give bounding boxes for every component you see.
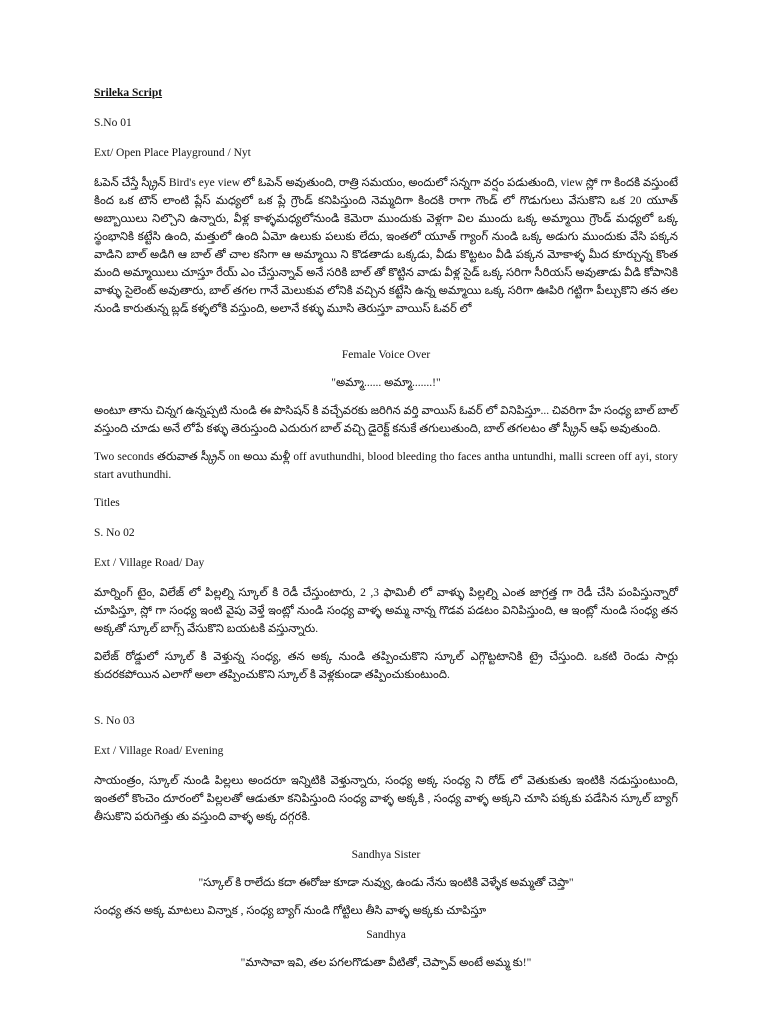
scene-number: S. No 02: [94, 527, 135, 539]
scene-location: Ext / Village Road/ Evening: [94, 745, 224, 757]
dialogue-speaker: Sandhya Sister: [351, 849, 421, 861]
document-title: Srileka Script: [94, 87, 163, 99]
scene-number: S.No 01: [94, 117, 132, 129]
scene-location: Ext / Village Road/ Day: [94, 557, 205, 569]
dialogue-line: "స్కూల్ కి రాలేదు కదా ఈరోజు కూడా నువ్వు, ఉండు నేను ఇంటికి వెళ్ళేక అమ్మతో చెప్తా": [198, 877, 574, 889]
scene-location: Ext/ Open Place Playground / Nyt: [94, 147, 251, 159]
scene-number: S. No 03: [94, 715, 135, 727]
dialogue-line: "మాసావా ఇవి, తల పగలగొడుతా వీటితో, చెప్పావ్ అంటే అమ్మ కు!": [240, 957, 532, 969]
action-line: సంధ్య తన అక్క మాటలు విన్నాక , సంధ్య బ్యాగ్ నుండి గోట్టిలు తీసి వాళ్ళ అక్కకు చూపిస్తూ: [94, 905, 487, 917]
script-page: [94, 84, 678, 982]
transition-paragraph: Two seconds తరువాత స్క్రీన్ on అయి మళ్లీ off avuthundhi, blood bleeding tho faces antha untundhi, malli screen off ayi, story start avuthundhi.: [94, 451, 678, 481]
voice-over-line: "అమ్మా...... అమ్మా.......!": [331, 377, 441, 389]
voice-over-speaker: Female Voice Over: [341, 349, 431, 361]
scene-description: సాయంత్రం, స్కూల్ నుండి పిల్లలు అందరూ ఇన్నిటికి వెళ్తున్నారు, సంధ్య అక్క సంధ్య ని రోడ్ లో వెతుకుతు ఇంటికి నడుస్తుంటుంది, ఇంతలో కొంచెం దూరంలో పిల్లలతో ఆడుతూ కనిపిస్తుంది సంధ్య వాళ్ళ అక్కకి , సంధ్య వాళ్ళ అక్కని చూసి పక్కకు పడేసిన స్కూల్ బ్యాగ్ తీసుకొని పరుగెత్తు తు వస్తుంది వాళ్ళ అక్క దగ్గరకి.: [94, 775, 678, 823]
dialogue-speaker: Sandhya: [366, 929, 406, 941]
scene-description: ఓపెన్ చేస్తే స్క్రీన్ Bird's eye view లో ఓపెన్ అవుతుంది, రాత్రి సమయం, అందులో సన్నగా వర్షం పడుతుంది, view స్లో గా కిందకి వస్తుంటే కింద ఒక టౌన్ లాంటి ప్లేస్ మధ్యలో ఒక ప్లే గ్రౌండ్ కనిపిస్తుంది నెమ్మదిగా కిందకి రాగా గౌండ్ లో గొడుగులు వేసుకొని ఒక 20 యూత్ అబ్బాయిలు నిల్చొని ఉన్నారు, వీళ్ల కాళ్ళమధ్యలోనుండి కెమెరా ముందుకు వెళ్లగా విల ముందు ఒక్క అమ్మాయి గ్రౌండ్ మధ్యలో ఒక్క స్థంభానికి కట్టేసి ఉంది, మత్తులో ఉంది ఏమో ఉలుకు పలుకు లేదు, ఇంతలో యూత్ గ్యాంగ్ నుండి ఒక్క అడుగు ముందుకు వేసి పక్కన వాడిని బాల్ అడిగి ఆ బాల్ తో చాల కసిగా ఆ అమ్మాయి ని కొడతాడు ఒక్కడు, వీడు కొట్టటం వీడి పక్కన మోకాళ్ళ మీద కూర్చున్న కొంత మంది అమ్మాయిలు చూస్తూ రేయ్ ఎం చేస్తున్నావ్ అనే సరికి బాల్ తో కొట్టిన వాడు వీళ్ల సైడ్ ఒక్క సరిగా సీరియస్ అవుతాడు వీడి కోపానికి వాళ్ళు సైలెంట్ అవుతారు, బాల్ తగల గానే మెలుకువ లోనికి వచ్చిన కట్టేసి ఉన్న అమ్మాయి ఒక్క సరిగా ఊపిరి గట్టిగా పీల్చుకొని తన తల నుండి కారుతున్న బ్లడ్ కళ్ళలోకి వస్తుంది, అలానే కళ్ళు మూసి తెరుస్తూ వాయిస్ ఓవర్ లో: [94, 177, 678, 315]
voice-over-description: అంటూ తాను చిన్నగ ఉన్నప్పటి నుండి ఈ పొసిషన్ కి వచ్చేవరకు జరిగిన వర్తి వాయిస్ ఓవర్ లో వినిపిస్తూ... చివరిగా హే సంధ్య బాల్ బాల్ వస్తుంది చూడు అనే లోపే కళ్ళు తెరుస్తుంది ఎదురుగ బాల్ వచ్చి డైరెక్ట్ కనుకే తగులుతుంది, బాల్ తగలటం తో స్క్రీన్ ఆఫ్ అవుతుంది.: [94, 405, 678, 435]
scene-description: విలేజ్ రోడ్డులో స్కూల్ కి వెళ్తున్న సంధ్య, తన అక్క నుండి తప్పించుకొని స్కూల్ ఎగ్గొట్టటానికి ట్రై చేస్తుంది. ఒకటి రెండు సార్లు కుదరకపోయిన ఎలాగో అలా తప్పించుకొని స్కూల్ కి వెళ్లకుండా తప్పించుకుంటుంది.: [94, 651, 678, 681]
scene-description: మార్నింగ్ టైం, విలేజ్ లో పిల్లల్ని స్కూల్ కి రెడీ చేస్తుంటారు, 2 ,3 ఫామిలీ లో వాళ్ళు పిల్లల్ని ఎంత జాగ్రత్త గా రెడీ చేసి పంపిస్తున్నారో చూపిస్తూ, స్లో గా సంధ్య ఇంటి వైపు వెళ్తే ఇంట్లో నుండి సంధ్య వాళ్ళ అమ్మ నాన్న గొడవ పడటం వినిపిస్తుంది, ఆ ఇంట్లో నుండి సంధ్య తన అక్కతో స్కూల్ బాగ్స్ వేసుకొని బయటకి వస్తున్నారు.: [94, 587, 678, 635]
titles-label: Titles: [94, 497, 120, 509]
